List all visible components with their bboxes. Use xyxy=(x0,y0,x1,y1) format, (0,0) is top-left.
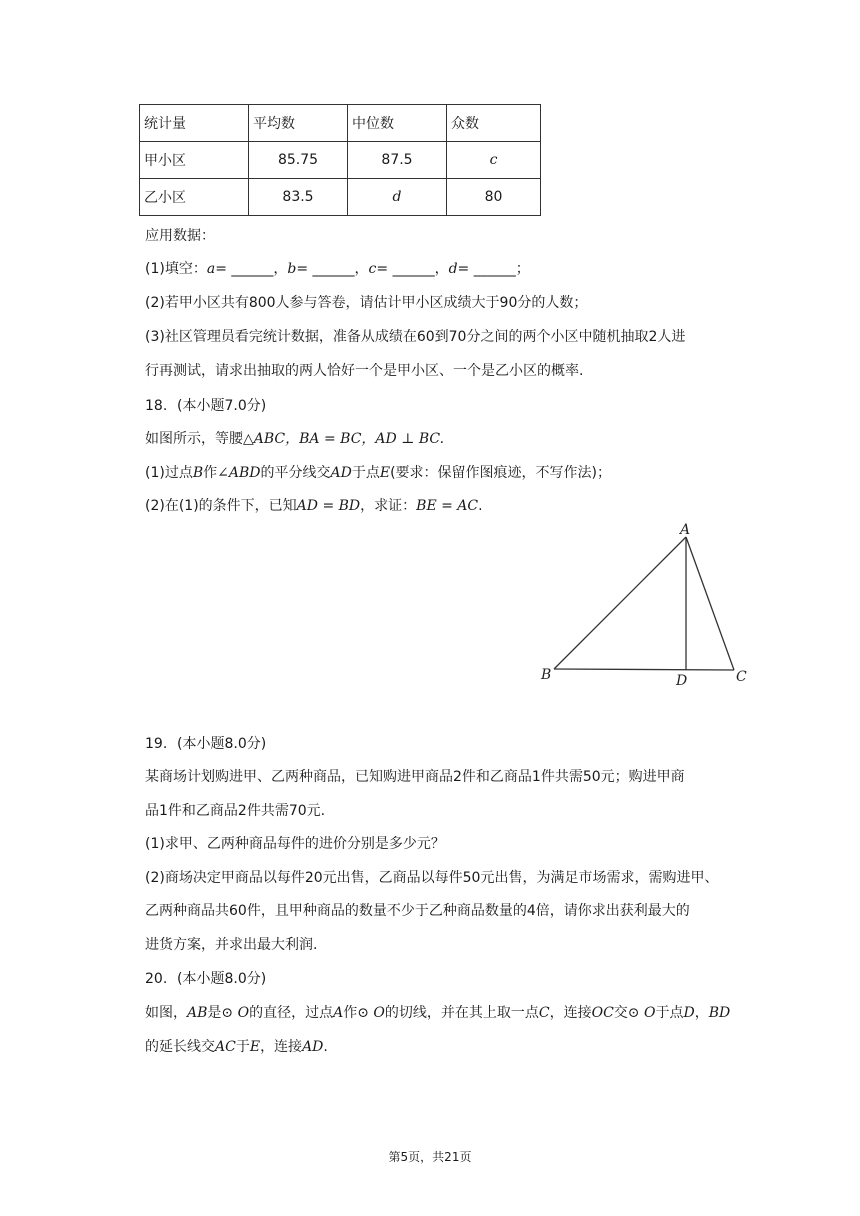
text: 的平分线交 xyxy=(260,465,331,481)
text: 如图， xyxy=(145,1005,187,1021)
math: A xyxy=(333,1005,344,1021)
text: (2)在(1)的条件下，已知 xyxy=(145,498,297,514)
q18-number: 18. xyxy=(145,398,168,414)
var-c: c xyxy=(368,261,377,277)
math: AD = BD xyxy=(296,498,361,514)
math: AC xyxy=(215,1039,236,1055)
table-cell: 87.5 xyxy=(348,142,447,179)
table-cell: 83.5 xyxy=(249,179,348,216)
math: C xyxy=(538,1005,550,1021)
var-a: a xyxy=(206,261,216,277)
text: 的直径，过点 xyxy=(249,1005,334,1021)
q18-part2 xyxy=(145,496,785,516)
math: BE = AC xyxy=(416,498,479,514)
q18-part1 xyxy=(145,463,785,483)
text: . xyxy=(478,498,483,514)
blank: = ______ xyxy=(376,261,435,277)
q19-line: 进货方案，并求出最大利润. xyxy=(145,937,318,953)
math: BD xyxy=(708,1005,731,1021)
math: OC xyxy=(591,1005,614,1021)
math: B xyxy=(192,465,204,481)
blank: = ______ xyxy=(457,261,516,277)
table-cell: 甲小区 xyxy=(140,142,249,179)
label-d: D xyxy=(676,673,688,689)
q17-part3-line2: 行再测试，请求出抽取的两人恰好一个是甲小区、一个是乙小区的概率. xyxy=(145,363,584,379)
text: 于 xyxy=(235,1039,250,1055)
math: AD xyxy=(330,465,352,481)
table-cell: c xyxy=(447,142,541,179)
q19-score: (本小题8.0分) xyxy=(177,736,267,752)
table-header-cell: 众数 xyxy=(447,105,541,142)
table-header-row xyxy=(140,105,541,142)
triangle-figure xyxy=(530,522,760,692)
table-row xyxy=(140,179,541,216)
math: AB xyxy=(187,1005,208,1021)
q18-intro-math: △ABC，BA = BC，AD ⊥ BC. xyxy=(243,431,445,447)
table-row xyxy=(140,142,541,179)
apply-data-label: 应用数据： xyxy=(145,228,215,244)
math: AD xyxy=(302,1039,324,1055)
q20-number: 20. xyxy=(145,971,168,987)
q18-heading xyxy=(145,396,785,416)
q19-heading xyxy=(145,734,785,754)
table-cell: 乙小区 xyxy=(140,179,249,216)
q17-part2: (2)若甲小区共有800人参与答卷，请估计甲小区成绩大于90分的人数； xyxy=(145,295,588,311)
math: E xyxy=(379,465,391,481)
q19-line: (2)商场决定甲商品以每件20元出售，乙商品以每件50元出售，为满足市场需求，需购进甲、 xyxy=(145,870,719,886)
q17-part3-line1: (3)社区管理员看完统计数据，准备从成绩在60到70分之间的两个小区中随机抽取2人进 xyxy=(145,329,686,345)
text: 的延长线交 xyxy=(145,1039,215,1055)
blank: = ______ xyxy=(215,261,274,277)
segment-ac xyxy=(686,537,734,670)
text: ，求证： xyxy=(360,498,417,514)
q18-intro xyxy=(145,429,785,449)
q18-intro-text: 如图所示，等腰 xyxy=(145,431,243,447)
text: ，连接 xyxy=(260,1039,303,1055)
var-b: b xyxy=(287,261,297,277)
text: (1)过点 xyxy=(145,465,193,481)
statistics-table xyxy=(139,104,541,216)
segment-ba xyxy=(554,537,686,669)
text: (要求：保留作图痕迹，不写作法)； xyxy=(390,465,612,481)
math: ∠ABD xyxy=(217,465,261,481)
text: 的切线，并在其上取一点 xyxy=(384,1005,539,1021)
label-c: C xyxy=(736,669,747,685)
table-cell: d xyxy=(348,179,447,216)
text: 作 xyxy=(343,1005,358,1021)
text: 于点 xyxy=(351,465,380,481)
q17-part1-prefix: (1)填空： xyxy=(145,261,207,277)
q19-line: 乙两种商品共60件，且甲种商品的数量不少于乙种商品数量的4倍，请你求出获利最大的 xyxy=(145,903,690,919)
q20-line2 xyxy=(145,1037,785,1057)
q19-number: 19. xyxy=(145,736,168,752)
q19-line: (1)求甲、乙两种商品每件的进价分别是多少元？ xyxy=(145,836,445,852)
label-b: B xyxy=(541,667,552,683)
math: ⊙ O xyxy=(627,1005,656,1021)
blank: = ______ xyxy=(296,261,355,277)
table-header-cell: 平均数 xyxy=(249,105,348,142)
page-footer: 第5页，共21页 xyxy=(388,1150,472,1164)
q20-line1 xyxy=(145,1003,785,1023)
text: 是 xyxy=(207,1005,222,1021)
text: ，连接 xyxy=(549,1005,592,1021)
text: 作 xyxy=(203,465,218,481)
text: ， xyxy=(694,1005,709,1021)
text: 于点 xyxy=(655,1005,684,1021)
text: . xyxy=(323,1039,328,1055)
var-d: d xyxy=(448,261,458,277)
math: ⊙ O xyxy=(221,1005,250,1021)
math: D xyxy=(683,1005,695,1021)
math: ⊙ O xyxy=(357,1005,385,1021)
math: E xyxy=(249,1039,261,1055)
table-header-cell: 统计量 xyxy=(140,105,249,142)
q19-line: 某商场计划购进甲、乙两种商品，已知购进甲商品2件和乙商品1件共需50元；购进甲商 xyxy=(145,769,685,785)
segment-bc xyxy=(554,669,734,670)
table-cell: 85.75 xyxy=(249,142,348,179)
label-a: A xyxy=(680,522,691,538)
q20-heading xyxy=(145,969,785,989)
q17-part1: (1)填空：a= ______，b= ______，c= ______，d= ______； xyxy=(145,261,530,277)
text: 交 xyxy=(613,1005,628,1021)
table-cell: 80 xyxy=(447,179,541,216)
q19-line: 品1件和乙商品2件共需70元. xyxy=(145,803,326,819)
q18-score: (本小题7.0分) xyxy=(177,398,267,414)
q20-score: (本小题8.0分) xyxy=(177,971,267,987)
table-header-cell: 中位数 xyxy=(348,105,447,142)
